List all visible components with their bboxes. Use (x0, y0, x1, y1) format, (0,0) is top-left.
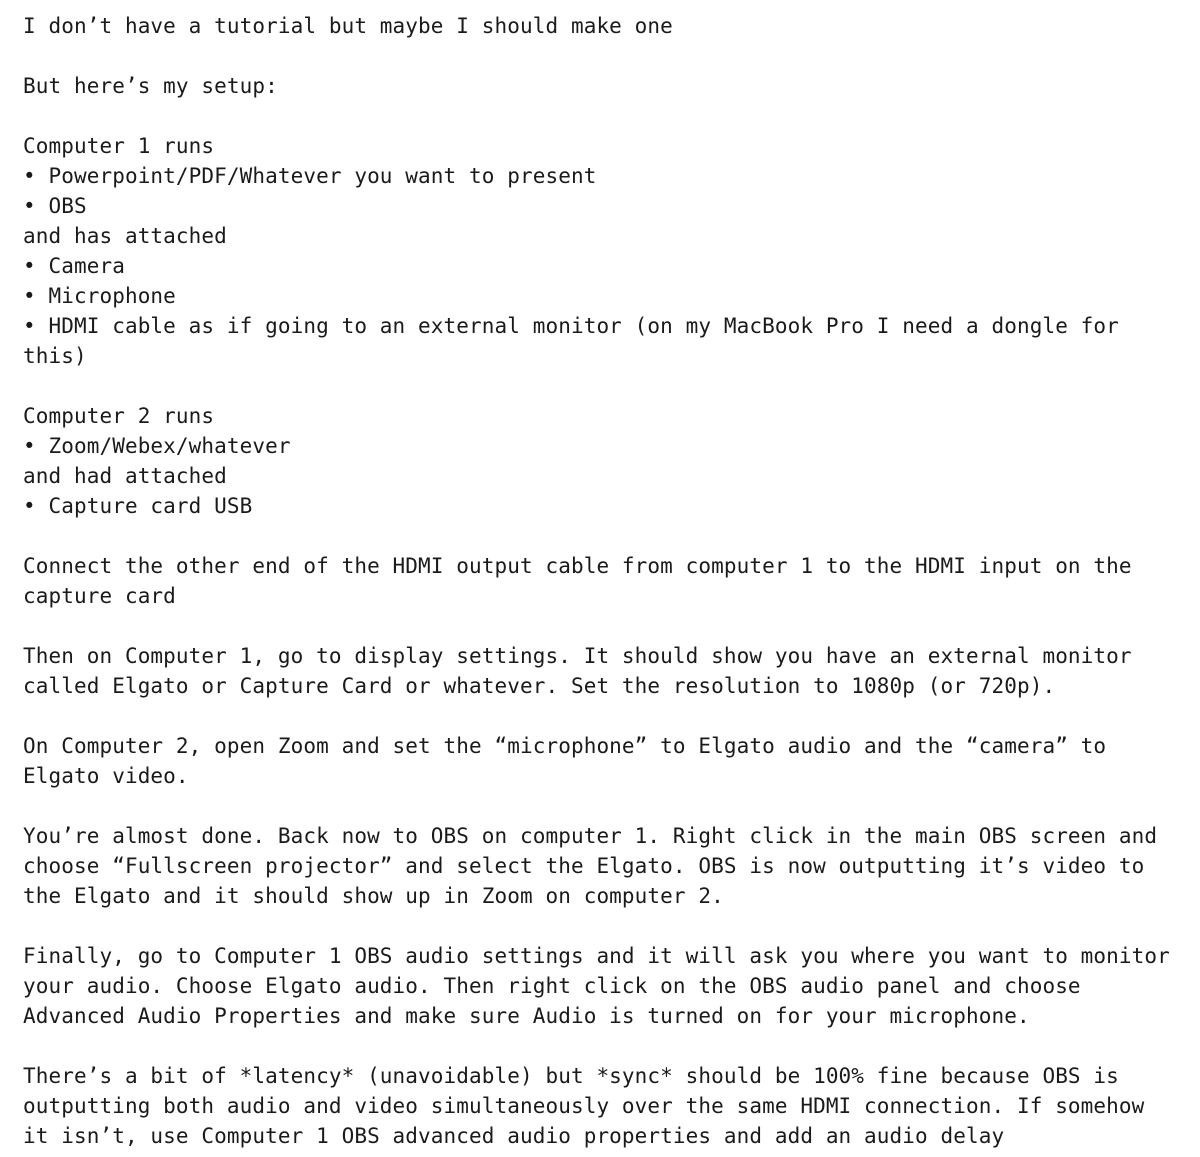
blank-line (23, 1031, 1190, 1061)
text-line: the Elgato and it should show up in Zoom on computer 2. (23, 884, 724, 908)
text-line: Computer 2 runs (23, 404, 215, 428)
text-line: There’s a bit of *latency* (unavoidable) but *sync* should be 100% fine because OBS is (23, 1064, 1119, 1088)
list-item: • Camera (23, 254, 125, 278)
text-line: choose “Fullscreen projector” and select the Elgato. OBS is now outputting it’s video to (23, 854, 1145, 878)
text-line: your audio. Choose Elgato audio. Then right click on the OBS audio panel and choose (23, 974, 1081, 998)
blank-line (23, 701, 1190, 731)
text-line: outputting both audio and video simultaneously over the same HDMI connection. If somehow (23, 1094, 1145, 1118)
list-item: • Zoom/Webex/whatever (23, 434, 291, 458)
text-line: and had attached (23, 464, 227, 488)
blank-line (23, 791, 1190, 821)
text-line: Elgato video. (23, 764, 189, 788)
text-line: I don’t have a tutorial but maybe I should make one (23, 14, 673, 38)
text-line: and has attached (23, 224, 227, 248)
text-line: called Elgato or Capture Card or whatever. Set the resolution to 1080p (or 720p). (23, 674, 1056, 698)
text-line: Finally, go to Computer 1 OBS audio settings and it will ask you where you want to monitor (23, 944, 1170, 968)
text-line: You’re almost done. Back now to OBS on computer 1. Right click in the main OBS screen and (23, 824, 1158, 848)
text-line: Connect the other end of the HDMI output cable from computer 1 to the HDMI input on the (23, 554, 1132, 578)
blank-line (23, 371, 1190, 401)
list-item: • OBS (23, 194, 87, 218)
blank-line (23, 611, 1190, 641)
list-item: • Capture card USB (23, 494, 253, 518)
blank-line (23, 521, 1190, 551)
text-line: it isn’t, use Computer 1 OBS advanced audio properties and add an audio delay (23, 1124, 1005, 1148)
blank-line (23, 911, 1190, 941)
text-line: But here’s my setup: (23, 74, 278, 98)
list-item: • HDMI cable as if going to an external monitor (on my MacBook Pro I need a dongle for (23, 314, 1119, 338)
text-line: Advanced Audio Properties and make sure Audio is turned on for your microphone. (23, 1004, 1030, 1028)
text-line: Then on Computer 1, go to display settings. It should show you have an external monitor (23, 644, 1132, 668)
list-item: • Microphone (23, 284, 176, 308)
text-line: this) (23, 344, 87, 368)
blank-line (23, 101, 1190, 131)
blank-line (23, 41, 1190, 71)
text-line: capture card (23, 584, 176, 608)
text-line: Computer 1 runs (23, 134, 215, 158)
list-item: • Powerpoint/PDF/Whatever you want to present (23, 164, 597, 188)
text-line: On Computer 2, open Zoom and set the “microphone” to Elgato audio and the “camera” to (23, 734, 1107, 758)
